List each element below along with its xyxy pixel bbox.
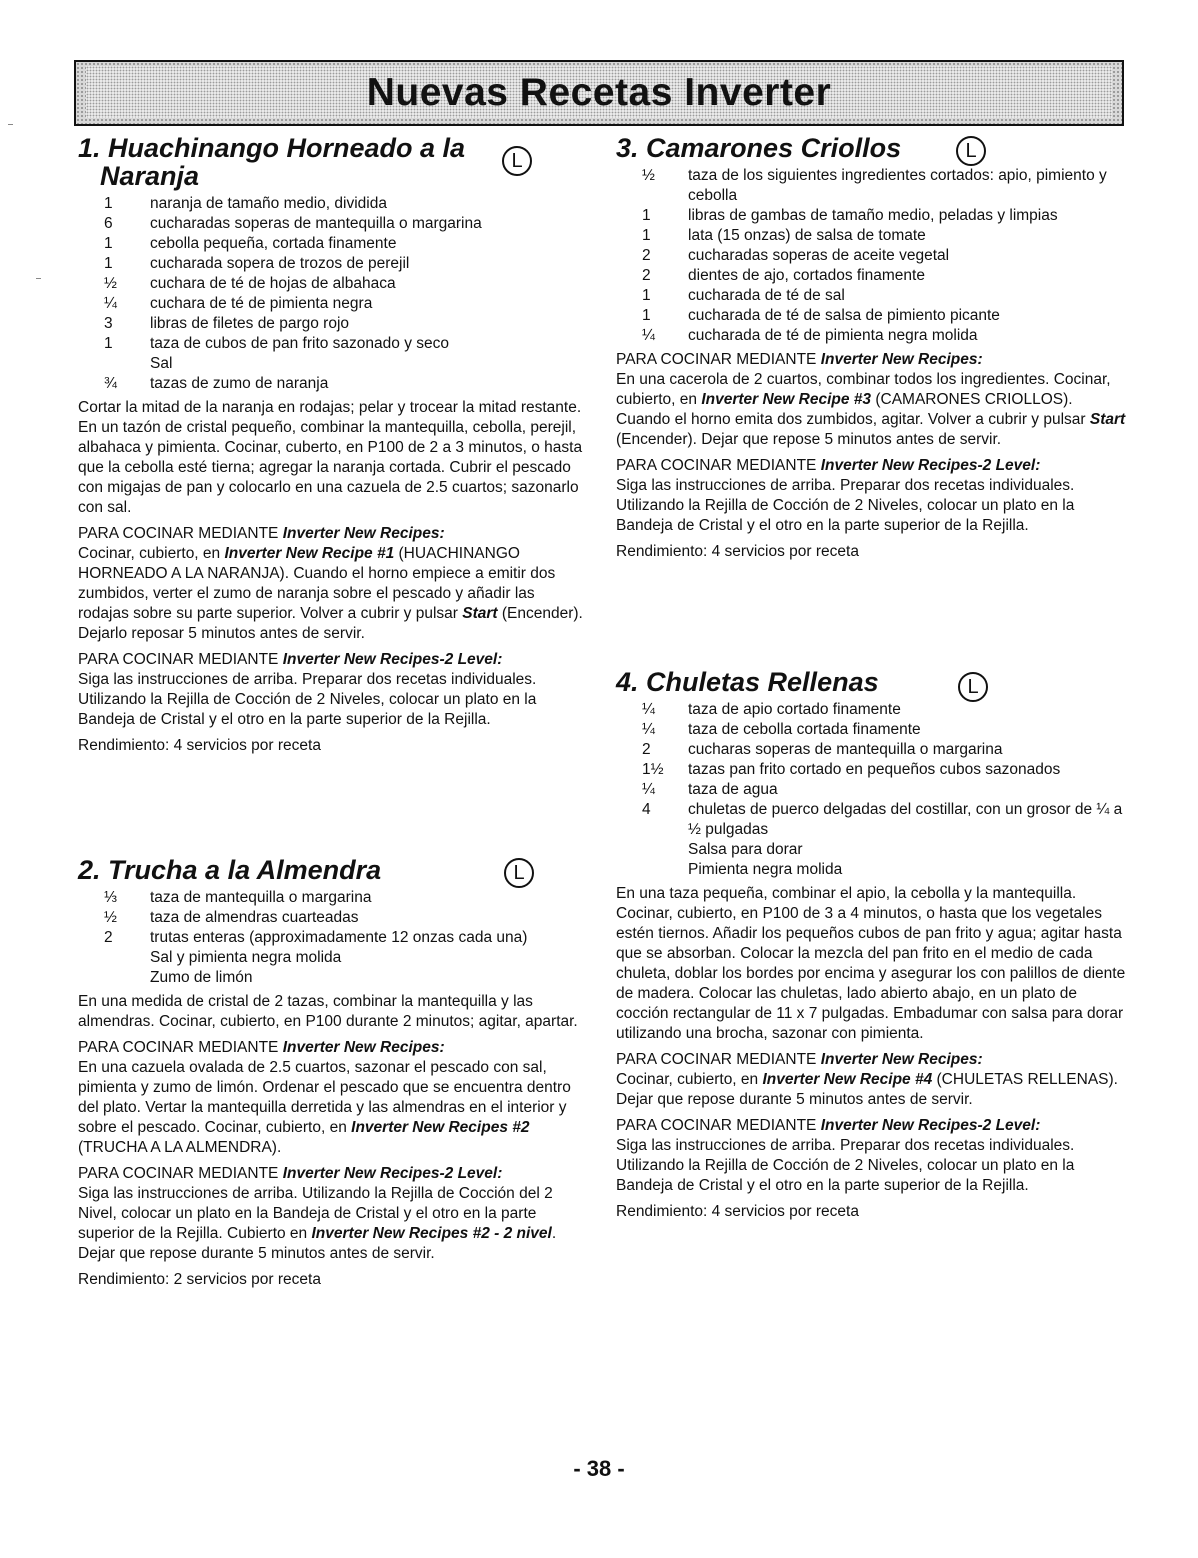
ingredient-item [78, 908, 583, 928]
cooking-method-1 [616, 1050, 1126, 1110]
ingredient-text: taza de apio cortado finamente [688, 701, 901, 718]
ingredient-qty: 3 [104, 315, 113, 332]
ingredient-list [78, 194, 583, 394]
recipe-intro: Cortar la mitad de la naranja en rodajas; pelar y trocear la mitad restante. En un tazón de cristal pequeño, combinar la mantequilla, cebolla, perejil, albahaca y pimienta. Cocinar, cuberto, en P100 de 2 a 3 minutos, o hasta que la cebolla esté tierna; agregar la naranja cortada. Cubrir el pescado con migajas de pan y colocarlo en una cazuela de 2.5 cuartos; sazonarlo con sal. [78, 399, 583, 516]
ingredient-item [78, 334, 583, 354]
recipe-title [616, 134, 1126, 162]
method-prefix: PARA COCINAR MEDIANTE [78, 1165, 283, 1182]
cooking-method-1 [78, 524, 583, 644]
method-bold: Inverter New Recipe #4 [762, 1071, 933, 1088]
ingredient-text: taza de cebolla cortada finamente [688, 721, 921, 738]
ingredient-item [78, 274, 583, 294]
ingredient-qty: 1 [642, 287, 651, 304]
method-text: (HUACHINANGO HORNEADO A LA NARANJA). Cuando el horno empiece a emitir dos zumbidos, verter el zumo de naranja sobre el pescado y añadir las rodajas sobre su parte superior. Volver a cubrir y pulsar [78, 545, 556, 622]
ingredient-text: cebolla pequeña, cortada finamente [150, 235, 397, 252]
ingredient-text: tazas de zumo de naranja [150, 375, 329, 392]
ingredient-qty: 2 [104, 929, 113, 946]
recipe-1 [78, 134, 583, 762]
recipe-title-line1: 2. Trucha a la Almendra [78, 855, 382, 885]
cooking-method-1 [78, 1038, 583, 1158]
ingredient-item [78, 374, 583, 394]
method-label: Inverter New Recipes-2 Level: [820, 1117, 1041, 1134]
l-circle-icon: L [956, 136, 986, 166]
method-bold: Inverter New Recipes #2 [351, 1119, 530, 1136]
method-bold: Inverter New Recipe #3 [701, 391, 872, 408]
method-label: Inverter New Recipes: [282, 525, 445, 542]
ingredient-text: Pimienta negra molida [688, 861, 843, 878]
ingredient-item [616, 226, 1126, 246]
method-label: Inverter New Recipes: [820, 351, 983, 368]
ingredient-text: taza de almendras cuarteadas [150, 909, 359, 926]
ingredient-qty: ¼ [104, 295, 117, 312]
method-prefix: PARA COCINAR MEDIANTE [78, 525, 283, 542]
method-text: (Encender). Dejar que repose 5 minutos antes de servir. [616, 431, 1002, 448]
ingredient-qty: ⅓ [104, 889, 117, 906]
ingredient-list [616, 700, 1126, 880]
ingredient-qty: 4 [642, 801, 651, 818]
ingredient-item [616, 700, 1126, 720]
ingredient-qty: ½ [642, 167, 655, 184]
recipe-4 [616, 668, 1126, 1228]
ingredient-item [78, 948, 583, 968]
ingredient-qty: 2 [642, 267, 651, 284]
ingredient-qty: ½ [104, 909, 117, 926]
method-label: Inverter New Recipes-2 Level: [282, 1165, 503, 1182]
ingredient-qty: 1½ [642, 761, 664, 778]
recipe-intro: En una medida de cristal de 2 tazas, combinar la mantequilla y las almendras. Cocinar, cubierto, en P100 durante 2 minutos; agitar, apartar. [78, 993, 578, 1030]
ingredient-text: Sal y pimienta negra molida [150, 949, 342, 966]
method-prefix: PARA COCINAR MEDIANTE [616, 1117, 821, 1134]
method-text: Siga las instrucciones de arriba. Preparar dos recetas individuales. Utilizando la Rejilla de Cocción de 2 Niveles, colocar un plato en la Bandeja de Cristal y el otro en la parte superior de la Rejilla. [616, 477, 1075, 534]
recipe-intro: En una taza pequeña, combinar el apio, la cebolla y la mantequilla. Cocinar, cubierto, en P100 de 3 a 4 minutos, o hasta que los vegetales estén tiernos. Añadir los pequeños cubos de pan frito y agua; agitar hasta que se absorban. Colocar la mezcla del pan frito en el medio de cada chuleta, doblar los bordes por encima y asegurar los con palillos de diente de madera. Colocar las chuletas, lado abierto abajo, en un plato de cocción rectangular de 11 x 7 pulgadas. Embadumar con salsa para dorar utilizando una brocha, sazonar con pimienta. [616, 885, 1126, 1042]
ingredient-text: taza de agua [688, 781, 778, 798]
ingredient-qty: ¼ [642, 701, 655, 718]
ingredient-item [616, 840, 1126, 860]
ingredient-text: cuchara de té de pimienta negra [150, 295, 373, 312]
ingredient-text: libras de gambas de tamaño medio, peladas y limpias [688, 207, 1058, 224]
cooking-method-2 [616, 1116, 1126, 1196]
ingredient-item [78, 214, 583, 234]
page-number: - 38 - [573, 1456, 625, 1481]
ingredient-text: taza de los siguientes ingredientes cortados: apio, pimiento y cebolla [688, 167, 1107, 204]
ingredient-text: cucharadas soperas de aceite vegetal [688, 247, 950, 264]
ingredient-text: taza de mantequilla o margarina [150, 889, 372, 906]
recipe-title [616, 668, 1126, 696]
recipe-3 [616, 134, 1126, 568]
method-text: En una cazuela ovalada de 2.5 cuartos, sazonar el pescado con sal, pimienta y zumo de limón. Ordenar el pescado que se encuentra dentro del plato. Vertar la mantequilla derretida y las almendras en el interior y sobre el pescado. Cocinar, cubierto, en [78, 1059, 571, 1136]
recipe-yield: Rendimiento: 4 servicios por receta [616, 1203, 859, 1220]
ingredient-item [78, 314, 583, 334]
method-text: (Encender). Dejarlo reposar 5 minutos antes de servir. [78, 605, 583, 642]
ingredient-qty: ¼ [642, 327, 655, 344]
ingredient-item [616, 720, 1126, 740]
ingredient-item [616, 326, 1126, 346]
ingredient-text: cucharas soperas de mantequilla o margarina [688, 741, 1003, 758]
method-label: Inverter New Recipes: [282, 1039, 445, 1056]
recipe-title-line2: Naranja [100, 161, 200, 191]
ingredient-item [616, 800, 1126, 840]
ingredient-text: cucharada de té de pimienta negra molida [688, 327, 978, 344]
ingredient-qty: 1 [104, 195, 113, 212]
l-circle-icon: L [958, 672, 988, 702]
recipe-title-line1: 1. Huachinango Horneado a la [78, 133, 466, 163]
page-title: Nuevas Recetas Inverter [366, 71, 832, 114]
ingredient-list [78, 888, 583, 988]
method-text: Cocinar, cubierto, en [78, 545, 225, 562]
ingredient-qty: ½ [104, 275, 117, 292]
ingredient-item [78, 294, 583, 314]
ingredient-text: Sal [150, 355, 173, 372]
ingredient-qty: 1 [642, 227, 651, 244]
ingredient-text: libras de filetes de pargo rojo [150, 315, 350, 332]
ingredient-list [616, 166, 1126, 346]
method-text: (TRUCHA A LA ALMENDRA). [78, 1139, 282, 1156]
method-text: En una cacerola de 2 cuartos, combinar todos los ingredientes. Cocinar, cubierto, en [616, 371, 1111, 408]
l-circle-icon: L [504, 858, 534, 888]
ingredient-text: tazas pan frito cortado en pequeños cubos sazonados [688, 761, 1061, 778]
recipe-yield: Rendimiento: 4 servicios por receta [78, 737, 321, 754]
ingredient-text: dientes de ajo, cortados finamente [688, 267, 925, 284]
method-bold: Inverter New Recipe #1 [224, 545, 395, 562]
ingredient-item [616, 860, 1126, 880]
ingredient-qty: 1 [104, 235, 113, 252]
method-prefix: PARA COCINAR MEDIANTE [616, 351, 821, 368]
ingredient-item [616, 206, 1126, 226]
ingredient-item [616, 246, 1126, 266]
method-bold: Start [462, 605, 498, 622]
title-banner [74, 60, 1124, 126]
ingredient-item [78, 888, 583, 908]
ingredient-item [616, 740, 1126, 760]
ingredient-text: lata (15 onzas) de salsa de tomate [688, 227, 926, 244]
ingredient-text: chuletas de puerco delgadas del costillar, con un grosor de ¼ a ½ pulgadas [688, 801, 1123, 838]
ingredient-text: cucharada sopera de trozos de perejil [150, 255, 410, 272]
scan-mark [8, 124, 13, 125]
ingredient-item [78, 968, 583, 988]
ingredient-item [78, 254, 583, 274]
method-label: Inverter New Recipes-2 Level: [282, 651, 503, 668]
ingredient-qty: 1 [642, 307, 651, 324]
method-text: (CAMARONES CRIOLLOS). Cuando el horno emita dos zumbidos, agitar. Volver a cubrir y pulsar [616, 391, 1090, 428]
method-bold: Start [1089, 411, 1126, 428]
recipe-title-line1: 3. Camarones Criollos [616, 133, 902, 163]
method-text: Siga las instrucciones de arriba. Utilizando la Rejilla de Cocción del 2 Nivel, colocar un plato en la Bandeja de Cristal y el otro en la parte superior de la Rejilla. Cubierto en [78, 1185, 553, 1242]
ingredient-item [616, 780, 1126, 800]
method-text: . Dejar que repose durante 5 minutos antes de servir. [78, 1225, 557, 1262]
recipe-title-line1: 4. Chuletas Rellenas [616, 667, 879, 697]
ingredient-qty: 2 [642, 247, 651, 264]
ingredient-item [78, 354, 583, 374]
cooking-method-2 [616, 456, 1126, 536]
ingredient-qty: 2 [642, 741, 651, 758]
ingredient-text: Zumo de limón [150, 969, 253, 986]
recipe-title [78, 134, 583, 190]
method-label: Inverter New Recipes: [820, 1051, 983, 1068]
method-label: Inverter New Recipes-2 Level: [820, 457, 1041, 474]
recipe-yield: Rendimiento: 2 servicios por receta [78, 1271, 321, 1288]
method-text: Cocinar, cubierto, en [616, 1071, 763, 1088]
scan-mark [36, 278, 41, 279]
ingredient-item [78, 234, 583, 254]
ingredient-qty: 6 [104, 215, 113, 232]
ingredient-item [616, 266, 1126, 286]
ingredient-item [616, 760, 1126, 780]
ingredient-text: naranja de tamaño medio, dividida [150, 195, 387, 212]
ingredient-item [616, 166, 1126, 206]
ingredient-qty: 1 [104, 255, 113, 272]
ingredient-text: cucharada de té de salsa de pimiento picante [688, 307, 1000, 324]
recipe-yield: Rendimiento: 4 servicios por receta [616, 543, 859, 560]
method-prefix: PARA COCINAR MEDIANTE [616, 457, 821, 474]
ingredient-qty: 1 [642, 207, 651, 224]
method-text: Siga las instrucciones de arriba. Preparar dos recetas individuales. Utilizando la Rejilla de Cocción de 2 Niveles, colocar un plato en la Bandeja de Cristal y el otro en la parte superior de la Rejilla. [78, 671, 537, 728]
ingredient-item [78, 194, 583, 214]
cooking-method-2 [78, 1164, 583, 1264]
ingredient-text: cucharada de té de sal [688, 287, 845, 304]
method-text: Siga las instrucciones de arriba. Preparar dos recetas individuales. Utilizando la Rejilla de Cocción de 2 Niveles, colocar un plato en la Bandeja de Cristal y el otro en la parte superior de la Rejilla. [616, 1137, 1075, 1194]
cooking-method-1 [616, 350, 1126, 450]
method-bold: Inverter New Recipes #2 - 2 nivel [311, 1225, 552, 1242]
ingredient-qty: ¼ [642, 721, 655, 738]
method-prefix: PARA COCINAR MEDIANTE [616, 1051, 821, 1068]
ingredient-text: cuchara de té de hojas de albahaca [150, 275, 396, 292]
ingredient-text: Salsa para dorar [688, 841, 803, 858]
cooking-method-2 [78, 650, 583, 730]
ingredient-qty: ¾ [104, 375, 117, 392]
ingredient-text: trutas enteras (approximadamente 12 onzas cada una) [150, 929, 528, 946]
l-circle-icon: L [502, 146, 532, 176]
method-prefix: PARA COCINAR MEDIANTE [78, 1039, 283, 1056]
ingredient-item [616, 286, 1126, 306]
ingredient-text: taza de cubos de pan frito sazonado y seco [150, 335, 450, 352]
ingredient-text: cucharadas soperas de mantequilla o margarina [150, 215, 482, 232]
ingredient-item [78, 928, 583, 948]
ingredient-item [616, 306, 1126, 326]
ingredient-qty: ¼ [642, 781, 655, 798]
method-prefix: PARA COCINAR MEDIANTE [78, 651, 283, 668]
recipe-2 [78, 856, 583, 1296]
ingredient-qty: 1 [104, 335, 113, 352]
method-text: (CHULETAS RELLENAS). Dejar que repose durante 5 minutos antes de servir. [616, 1071, 1118, 1108]
recipe-title [78, 856, 583, 884]
